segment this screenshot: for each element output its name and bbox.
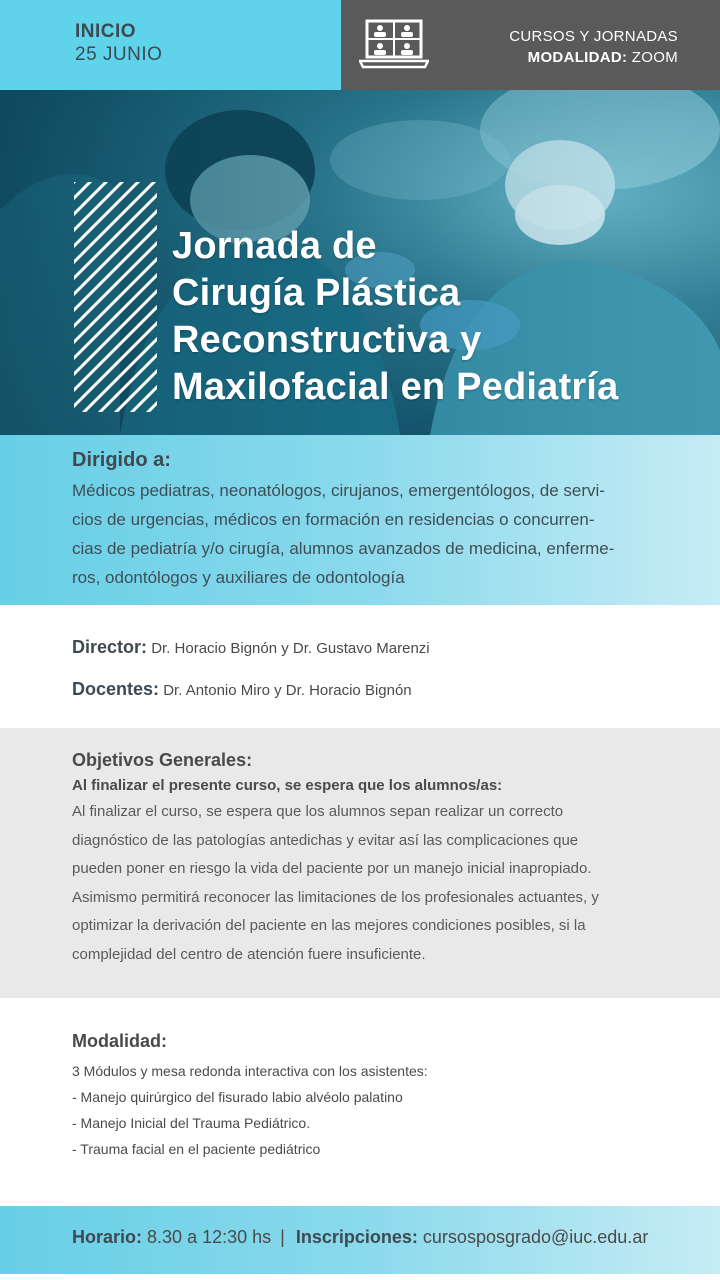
modality-heading: Modalidad: bbox=[72, 1031, 167, 1051]
modality-section bbox=[0, 998, 720, 1206]
audience-line: Médicos pediatras, neonatólogos, cirujanos, emergentólogos, de servi- bbox=[72, 481, 605, 500]
objectives-line: pueden poner en riesgo la vida del paciente por un manejo inicial inapropiado. bbox=[72, 860, 592, 877]
mode-label: MODALIDAD: bbox=[527, 49, 628, 66]
mode-value: ZOOM bbox=[631, 49, 678, 66]
course-info bbox=[341, 0, 720, 90]
horario-label: Horario: bbox=[72, 1227, 143, 1247]
start-label: INICIO bbox=[75, 21, 137, 42]
director-value: Dr. Horacio Bignón y Dr. Gustavo Marenzi bbox=[151, 640, 430, 657]
objectives-text bbox=[72, 798, 652, 969]
faculty-section bbox=[0, 605, 720, 728]
docentes-row bbox=[72, 679, 720, 701]
director-row bbox=[72, 637, 720, 659]
audience-line: ros, odontólogos y auxiliares de odontología bbox=[72, 568, 405, 587]
footer-bar bbox=[0, 1206, 720, 1274]
objectives-heading: Objetivos Generales: bbox=[72, 750, 253, 770]
audience-line: cios de urgencias, médicos en formación en residencias o concurren- bbox=[72, 510, 595, 529]
objectives-line: Al finalizar el curso, se espera que los alumnos sepan realizar un correcto bbox=[72, 803, 564, 820]
title-line: Jornada de bbox=[172, 225, 377, 267]
inscripciones-label: Inscripciones: bbox=[295, 1227, 418, 1247]
title-line: Maxilofacial en Pediatría bbox=[172, 366, 619, 408]
mode-line bbox=[509, 47, 678, 68]
course-type bbox=[509, 26, 678, 68]
director-label: Director: bbox=[72, 637, 148, 657]
audience-line: cias de pediatría y/o cirugía, alumnos avanzados de medicina, enferme- bbox=[72, 539, 615, 558]
modality-line: - Manejo Inicial del Trauma Pediátrico. bbox=[72, 1115, 311, 1131]
objectives-line: optimizar la derivación del paciente en las mejores condiciones posibles, si la bbox=[72, 917, 586, 934]
modality-line: - Trauma facial en el paciente pediátrico bbox=[72, 1141, 321, 1157]
title-line: Cirugía Plástica bbox=[172, 272, 461, 314]
header-bar bbox=[0, 0, 720, 90]
inscripciones-email: cursosposgrado@iuc.edu.ar bbox=[422, 1227, 649, 1247]
objectives-line: diagnóstico de las patologías antedichas y evitar así las complicaciones que bbox=[72, 831, 579, 849]
diagonal-stripes-decoration bbox=[74, 182, 157, 412]
start-date: 25 JUNIO bbox=[75, 44, 163, 65]
category-label: CURSOS Y JORNADAS bbox=[509, 28, 678, 45]
horario-value: 8.30 a 12:30 hs bbox=[147, 1227, 272, 1247]
title-line: Reconstructiva y bbox=[172, 319, 482, 361]
event-title bbox=[172, 223, 618, 411]
objectives-line: Asimismo permitirá reconocer las limitaciones de los profesionales actuantes, y bbox=[72, 888, 599, 906]
hero-banner bbox=[0, 90, 720, 435]
docentes-value: Dr. Antonio Miro y Dr. Horacio Bignón bbox=[163, 682, 412, 699]
objectives-subheading: Al finalizar el presente curso, se espera que los alumnos/as: bbox=[72, 777, 503, 794]
docentes-label: Docentes: bbox=[72, 679, 160, 699]
footer-separator: | bbox=[280, 1227, 285, 1247]
start-info bbox=[0, 0, 341, 90]
modality-line: - Manejo quirúrgico del fisurado labio alvéolo palatino bbox=[72, 1089, 403, 1105]
objectives-line: complejidad del centro de atención fuere insuficiente. bbox=[72, 945, 426, 963]
objectives-section bbox=[0, 728, 720, 998]
audience-heading: Dirigido a: bbox=[72, 449, 171, 471]
audience-text bbox=[72, 476, 672, 592]
video-conference-laptop-icon bbox=[359, 18, 429, 70]
modality-line: 3 Módulos y mesa redonda interactiva con los asistentes: bbox=[72, 1063, 428, 1079]
audience-section bbox=[0, 435, 720, 605]
